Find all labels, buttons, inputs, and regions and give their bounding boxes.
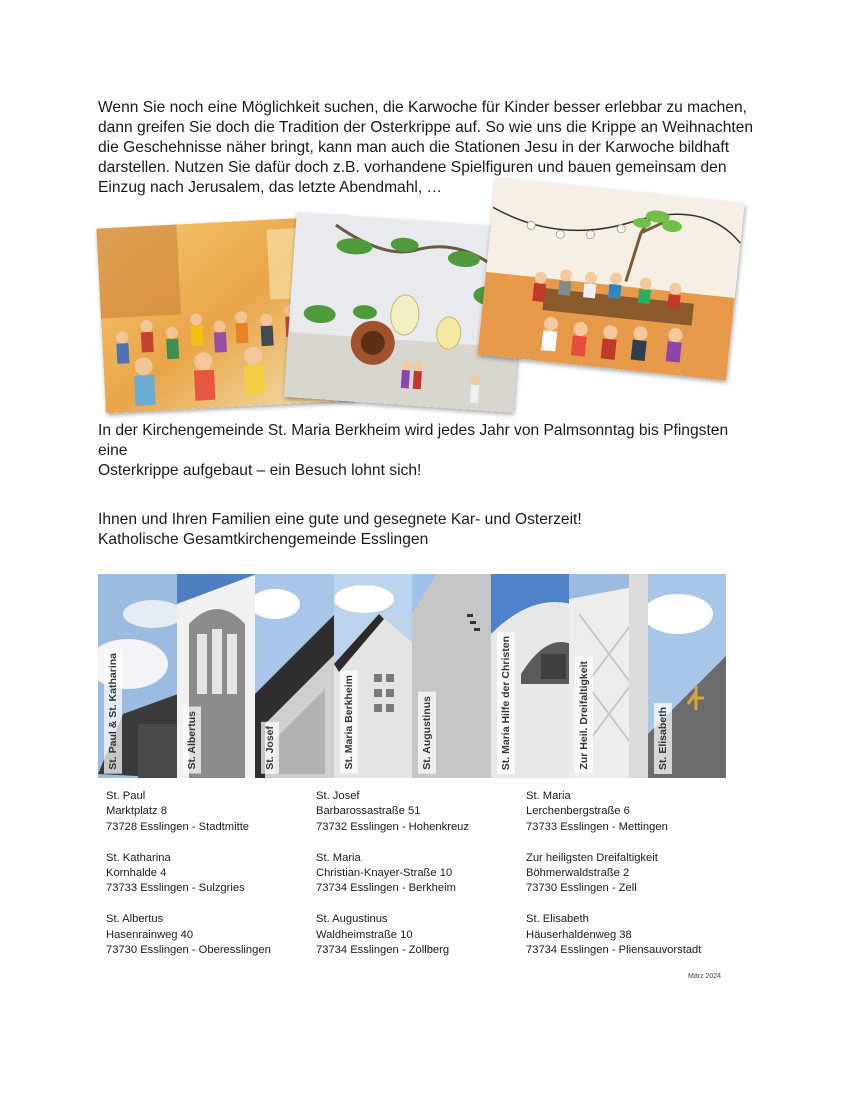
parish-name: St. Albertus bbox=[106, 913, 164, 926]
address-column bbox=[106, 789, 311, 974]
greeting-wish: Ihnen und Ihren Familien eine gute und gesegnete Kar- und Osterzeit! bbox=[98, 511, 582, 528]
address-column bbox=[316, 789, 521, 974]
parish-name: St. Katharina bbox=[106, 851, 171, 864]
city: 73730 Esslingen - Oberesslingen bbox=[106, 944, 271, 957]
parish-name: St. Maria bbox=[316, 851, 361, 864]
photo-last-supper bbox=[477, 177, 744, 380]
parish-name: St. Paul bbox=[106, 790, 146, 802]
city: 73734 Esslingen - Pliensauvorstadt bbox=[526, 944, 702, 957]
city: 73732 Esslingen - Hohenkreuz bbox=[316, 820, 469, 833]
church-panel-st-maria-hilfe bbox=[491, 574, 570, 778]
city: 73734 Esslingen - Zollberg bbox=[316, 944, 450, 957]
church-label: St. Augustinus bbox=[418, 692, 436, 774]
intro-line: darstellen. Nutzen Sie dafür doch z.B. vorhandene Spielfiguren und bauen gemeinsam den bbox=[98, 159, 727, 176]
berkheim-paragraph bbox=[98, 421, 758, 481]
berkheim-line: In der Kirchengemeinde St. Maria Berkheim wird jedes Jahr von Palmsonntag bis Pfingsten eine bbox=[98, 422, 729, 459]
church-panel-st-augustinus bbox=[412, 574, 491, 778]
berkheim-line: Osterkrippe aufgebaut – ein Besuch lohnt sich! bbox=[98, 462, 422, 479]
street: Waldheimstraße 10 bbox=[316, 928, 413, 941]
city: 73730 Esslingen - Zell bbox=[526, 882, 637, 895]
intro-line: Wenn Sie noch eine Möglichkeit suchen, die Karwoche für Kinder besser erlebbar zu machen, bbox=[98, 99, 747, 116]
address-block bbox=[316, 851, 521, 897]
church-label: St. Paul & St. Katharina bbox=[104, 649, 122, 774]
city: 73733 Esslingen - Mettingen bbox=[526, 820, 668, 833]
street: Kornhalde 4 bbox=[106, 867, 167, 880]
church-panel-st-josef bbox=[255, 574, 334, 778]
address-column bbox=[526, 789, 731, 974]
greeting bbox=[98, 510, 758, 550]
city: 73733 Esslingen - Sulzgries bbox=[106, 882, 245, 895]
church-label: St. Maria Hilfe der Christen bbox=[497, 632, 515, 774]
church-label: Zur Heil. Dreifaltigkeit bbox=[575, 657, 593, 774]
church-label: St. Maria Berkheim bbox=[340, 671, 358, 774]
church-panel-st-maria-berkheim bbox=[334, 574, 413, 778]
church-label: St. Albertus bbox=[183, 707, 201, 774]
address-block bbox=[526, 912, 731, 958]
church-label: St. Josef bbox=[261, 722, 279, 774]
greeting-sender: Katholische Gesamtkirchengemeinde Esslingen bbox=[98, 531, 429, 548]
street: Barbarossastraße 51 bbox=[316, 805, 421, 818]
church-panel-st-albertus bbox=[177, 574, 256, 778]
church-panel-st-paul-katharina bbox=[98, 574, 177, 778]
city: 73728 Esslingen - Stadtmitte bbox=[106, 820, 250, 833]
parish-name: St. Augustinus bbox=[316, 913, 388, 926]
address-block bbox=[526, 789, 731, 835]
church-label: St. Elisabeth bbox=[654, 703, 672, 774]
street: Häuserhaldenweg 38 bbox=[526, 928, 632, 941]
intro-line: dann greifen Sie doch die Tradition der Osterkrippe auf. So wie uns die Krippe an Weihnachten bbox=[98, 119, 754, 136]
address-block bbox=[526, 851, 731, 897]
intro-line: Einzug nach Jerusalem, das letzte Abendmahl, … bbox=[98, 179, 443, 196]
church-panel-st-elisabeth bbox=[648, 574, 727, 778]
intro-line: die Geschehnisse näher bringt, kann man auch die Stationen Jesu in der Karwoche bildhaft bbox=[98, 139, 730, 156]
parish-name: Zur heiligsten Dreifaltigkeit bbox=[526, 851, 658, 864]
intro-paragraph bbox=[98, 98, 758, 198]
street: Christian-Knayer-Straße 10 bbox=[316, 867, 453, 880]
parish-name: St. Maria bbox=[526, 790, 571, 802]
church-photo-strip bbox=[98, 574, 726, 778]
street: Lerchenbergstraße 6 bbox=[526, 805, 630, 818]
city: 73734 Esslingen - Berkheim bbox=[316, 882, 456, 895]
address-block bbox=[316, 789, 521, 835]
address-block bbox=[316, 912, 521, 958]
church-panel-heil-dreifaltigkeit bbox=[569, 574, 648, 778]
street: Marktplatz 8 bbox=[106, 805, 167, 818]
street: Hasenrainweg 40 bbox=[106, 928, 194, 941]
address-block bbox=[106, 912, 311, 958]
address-block bbox=[106, 851, 311, 897]
parish-name: St. Josef bbox=[316, 790, 360, 802]
street: Böhmerwaldstraße 2 bbox=[526, 867, 630, 880]
date-stamp: März 2024 bbox=[688, 973, 722, 980]
address-block bbox=[106, 789, 311, 835]
parish-name: St. Elisabeth bbox=[526, 913, 589, 926]
